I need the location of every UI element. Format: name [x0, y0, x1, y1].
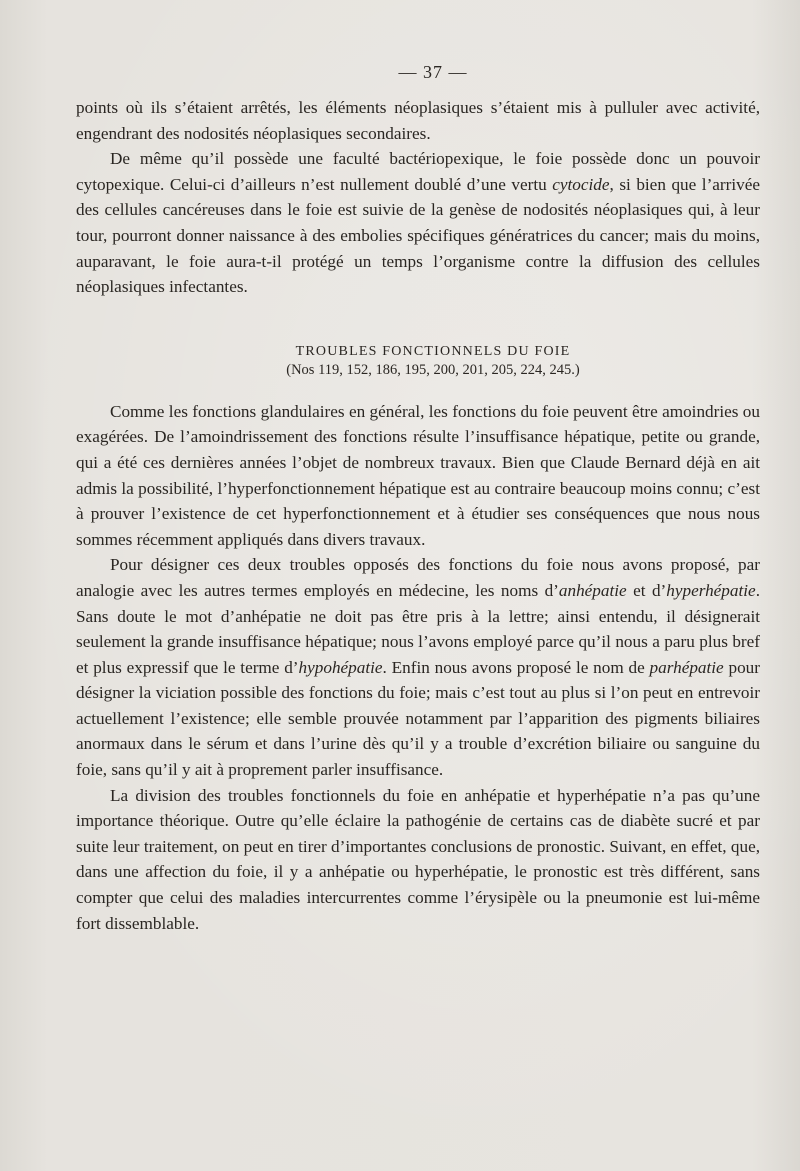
italic-term: parhépatie: [649, 657, 724, 677]
text-segment: pour désigner la viciation possible des fonctions du foie; mais c’est tout au plus si l’on peut en entrevoir actuellement l’existence; elle semble prouvée notamment par l’apparition des pigments biliaires anormaux dans le sérum et dans l’urine dès qu’il y a trouble d’excrétion biliaire ou sanguine du foie, sans qu’il y ait à proprement parler insuffisance.: [76, 657, 760, 780]
italic-term: hypohépatie: [298, 657, 383, 677]
paragraph-2: [76, 146, 760, 300]
section-references: (Nos 119, 152, 186, 195, 200, 201, 205, 224, 245.): [286, 361, 580, 378]
text-segment: et d’: [626, 580, 667, 600]
body-text-top: [76, 95, 760, 300]
page-number: — 37 —: [398, 62, 468, 82]
text-segment: . Enfin nous avons proposé le nom de: [382, 657, 650, 677]
paragraph-5: [76, 783, 760, 937]
italic-term: hyperhépatie: [666, 580, 756, 600]
italic-term: anhépatie: [558, 580, 627, 600]
text-segment: points où ils s’étaient arrêtés, les éléments néoplasiques s’étaient mis à pulluler avec activité, engendrant des nodosités néoplasiques secondaires.: [76, 98, 760, 143]
text-segment: De même qu’il possède une faculté bactériopexique, le foie possède donc un pouvoir cytopexique. Celui-ci d’ailleurs n’est nullement doublé d’une vertu: [76, 149, 760, 194]
section-title: TROUBLES FONCTIONNELS DU FOIE: [295, 343, 571, 359]
text-segment: , si bien que l’arrivée des cellules cancéreuses dans le foie est suivie de la genèse de nodosités néoplasiques qui, à leur tour, pourront donner naissance à des embolies spécifiques génératrices du cancer; mais du moins, auparavant, le foie aura-t-il protégé un temps l’organisme contre la diffusion des cellules néoplasiques infectantes.: [76, 174, 760, 297]
text-segment: . Sans doute le mot d’anhépatie ne doit pas être pris à la lettre; ainsi entendu, il désignerait seulement la grande insuffisance hépatique; nous l’avons employé parce qu’il nous a paru plus bref et plus expressif que le terme d’: [76, 580, 760, 677]
paragraph-1: [76, 95, 760, 146]
paragraph-3: [76, 399, 760, 553]
body-text-bottom: [76, 399, 760, 936]
italic-term: cytocide: [552, 174, 610, 194]
paragraph-4: [76, 552, 760, 782]
text-segment: Pour désigner ces deux troubles opposés des fonctions du foie nous avons proposé, par analogie avec les autres termes employés en médecine, les noms d’: [76, 555, 760, 600]
text-segment: La division des troubles fonctionnels du foie en anhépatie et hyperhépatie n’a pas qu’une importance théorique. Outre qu’elle éclaire la pathogénie de certains cas de diabète sucré et par suite leur traitement, on peut en tirer d’importantes conclusions de pronostic. Suivant, en effet, que, dans une affection du foie, il y a anhépatie ou hyperhépatie, le pronostic est très différent, sans compter que celui des maladies intercurrentes comme l’érysipèle ou la pneumonie est lui-même fort dissemblable.: [76, 785, 760, 933]
text-segment: Comme les fonctions glandulaires en général, les fonctions du foie peuvent être amoindries ou exagérées. De l’amoindrissement des fonctions résulte l’insuffisance hépatique, petite ou grande, qui a été ces dernières années l’objet de nombreux travaux. Bien que Claude Bernard déjà en ait admis la possibilité, l’hyperfonctionnement hépatique est au contraire beaucoup moins connu; c’est à prouver l’existence de cet hyperfonctionnement et à étudier ses conséquences que nous nous sommes récemment appliqués dans divers travaux.: [76, 401, 760, 549]
